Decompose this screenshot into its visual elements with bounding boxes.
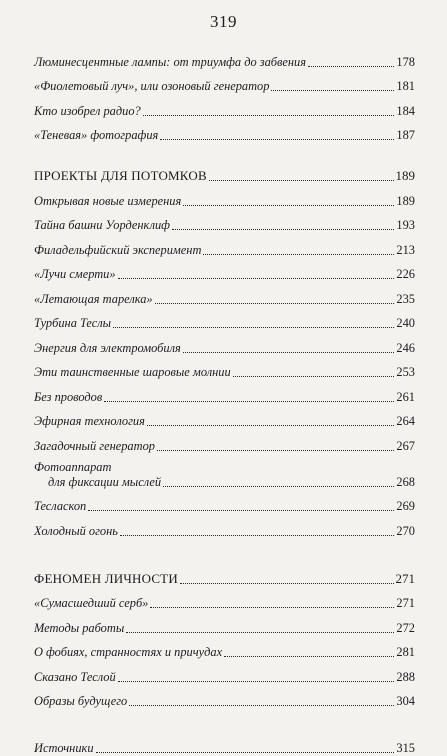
toc-entry-title: Люминесцентные лампы: от триумфа до забвения	[34, 54, 307, 69]
dot-leader	[143, 115, 395, 116]
toc-section-heading	[34, 158, 415, 184]
toc-entry-page: 246	[396, 340, 415, 355]
toc-entry-title: Эти таинственные шаровые молнии	[34, 365, 231, 379]
dot-leader	[308, 66, 394, 67]
spacer	[34, 539, 415, 561]
toc-entry-page: 270	[396, 523, 415, 538]
spacer	[34, 143, 415, 158]
toc-entry-title: Тесласкоп	[34, 499, 87, 513]
toc-entry	[34, 258, 415, 283]
dot-leader	[180, 583, 394, 584]
toc-entry-page: 271	[396, 596, 415, 610]
toc-entry	[34, 331, 415, 356]
toc-entry-title: Источники	[34, 740, 94, 755]
toc-entry-title: Энергия для электромобиля	[34, 340, 181, 355]
toc-section-title: ФЕНОМЕН ЛИЧНОСТИ	[34, 570, 178, 586]
toc-entry-page: 268	[396, 474, 415, 489]
toc-entry-page: 226	[396, 267, 415, 281]
dot-leader	[104, 401, 394, 402]
toc-entry-title: Тайна башни Уорденклиф	[34, 218, 170, 232]
toc-entry	[34, 45, 415, 70]
toc-entry-title: Филадельфийский эксперимент	[34, 242, 202, 257]
toc-entry-title-line1: Фотоаппарат	[34, 459, 112, 474]
toc-entry-page: 281	[396, 645, 415, 659]
dot-leader	[157, 450, 394, 451]
dot-leader	[209, 180, 394, 181]
dot-leader	[96, 752, 395, 753]
toc-entry-title: «Теневая» фотография	[34, 128, 159, 142]
dot-leader	[233, 376, 395, 377]
toc-entry-title: Открывая новые измерения	[34, 193, 182, 208]
toc-entry-title: «Лучи смерти»	[34, 267, 116, 281]
dot-leader	[126, 632, 394, 633]
toc-entry	[34, 307, 415, 332]
dot-leader	[118, 278, 395, 279]
toc-entry-page: 253	[396, 365, 415, 379]
toc-entry-title: Сказано Теслой	[34, 669, 116, 684]
toc-entry-page: 187	[396, 128, 415, 142]
toc-entry-title: Методы работы	[34, 620, 125, 635]
toc-section-page: 189	[395, 168, 415, 183]
dot-leader	[203, 254, 394, 255]
toc-section-title: ПРОЕКТЫ ДЛЯ ПОТОМКОВ	[34, 168, 207, 183]
toc-entry	[34, 587, 415, 612]
toc-entry-title: Турбина Теслы	[34, 316, 112, 330]
toc-entry	[34, 454, 415, 490]
toc-entry	[34, 356, 415, 381]
dot-leader	[155, 303, 395, 304]
table-of-contents	[34, 45, 415, 756]
dot-leader	[271, 90, 394, 91]
toc-entry	[34, 282, 415, 307]
toc-entry-page: 304	[396, 694, 415, 708]
toc-entry-page: 189	[396, 193, 415, 208]
toc-entry-page: 315	[396, 740, 415, 755]
dot-leader	[147, 425, 395, 426]
toc-entry	[34, 405, 415, 430]
spacer	[34, 709, 415, 731]
toc-entry	[34, 233, 415, 258]
toc-entry	[34, 636, 415, 661]
toc-entry	[34, 660, 415, 685]
toc-entry-title: О фобиях, странностях и причудах	[34, 645, 223, 659]
toc-entry-title: «Сумасшедший серб»	[34, 596, 149, 610]
toc-entry-page: 288	[396, 669, 415, 684]
toc-entry	[34, 429, 415, 454]
dot-leader	[88, 510, 394, 511]
dot-leader	[172, 229, 394, 230]
toc-entry	[34, 490, 415, 515]
toc-section-heading	[34, 561, 415, 587]
toc-entry	[34, 184, 415, 209]
toc-entry-title: Без проводов	[34, 389, 103, 404]
toc-entry	[34, 731, 415, 756]
dot-leader	[163, 486, 394, 487]
toc-entry-title: Холодный огонь	[34, 523, 118, 538]
toc-entry-page: 184	[396, 103, 415, 118]
toc-entry	[34, 380, 415, 405]
toc-entry-page: 240	[396, 316, 415, 330]
toc-entry-title-line2: для фиксации мыслей	[48, 474, 162, 489]
dot-leader	[129, 705, 394, 706]
dot-leader	[183, 352, 395, 353]
toc-entry-title: «Летающая тарелка»	[34, 291, 153, 306]
dot-leader	[113, 327, 394, 328]
toc-entry-page: 193	[396, 218, 415, 232]
toc-entry	[34, 685, 415, 710]
toc-entry-title	[34, 460, 161, 490]
toc-entry-page: 264	[396, 414, 415, 428]
page-number: 319	[210, 12, 237, 31]
toc-entry-title: Кто изобрел радио?	[34, 103, 141, 118]
dot-leader	[183, 205, 394, 206]
toc-entry	[34, 119, 415, 144]
toc-entry-page: 181	[396, 79, 415, 93]
toc-entry	[34, 209, 415, 234]
dot-leader	[118, 681, 395, 682]
dot-leader	[120, 535, 395, 536]
toc-entry-page: 213	[396, 242, 415, 257]
toc-entry-page: 272	[396, 620, 415, 635]
toc-entry-title: Загадочный генератор	[34, 438, 155, 453]
toc-entry	[34, 514, 415, 539]
toc-entry-page: 235	[396, 291, 415, 306]
toc-entry	[34, 94, 415, 119]
toc-entry	[34, 70, 415, 95]
toc-entry-page: 178	[396, 54, 415, 69]
dot-leader	[160, 139, 394, 140]
dot-leader	[224, 656, 394, 657]
toc-entry-title: Образы будущего	[34, 694, 128, 708]
dot-leader	[150, 607, 394, 608]
toc-entry-page: 261	[396, 389, 415, 404]
toc-entry-title: «Фиолетовый луч», или озоновый генератор	[34, 79, 270, 93]
toc-entry-title: Эфирная технология	[34, 414, 145, 428]
toc-entry-page: 269	[396, 499, 415, 513]
toc-entry-page: 267	[396, 438, 415, 453]
toc-entry	[34, 611, 415, 636]
toc-section-page: 271	[395, 570, 415, 586]
